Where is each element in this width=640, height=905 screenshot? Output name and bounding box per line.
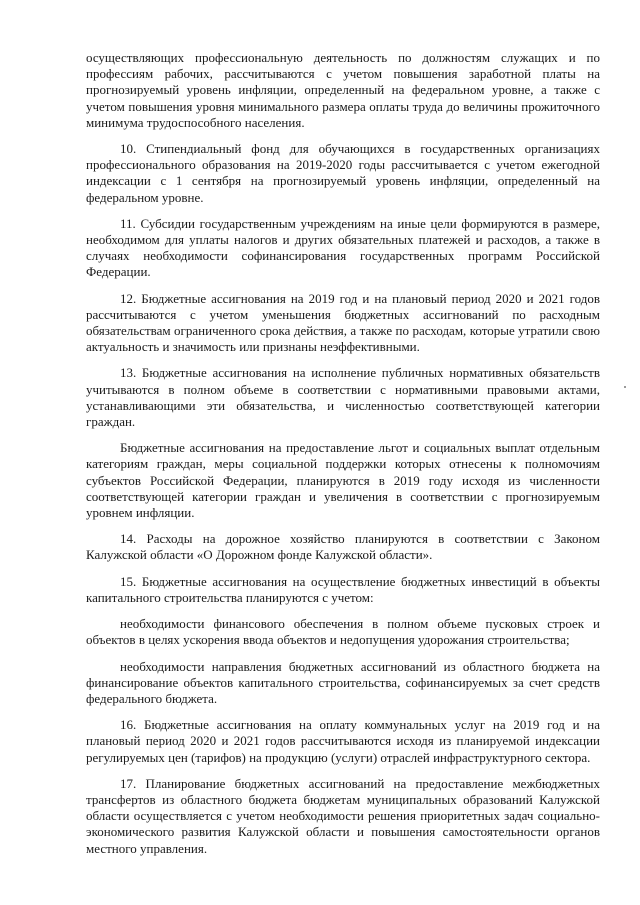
paragraph-16: 16. Бюджетные ассигнования на оплату коммунальных услуг на 2019 год и на плановый период 2020 и 2021 годов рассчитываются исходя из планируемой индексации регулируемых цен (тарифов) на продукцию (услуги) отраслей инфраструктурного сектора. [86, 717, 600, 765]
scan-speck [624, 386, 626, 388]
document-body [86, 50, 600, 867]
paragraph-12: 12. Бюджетные ассигнования на 2019 год и на плановый период 2020 и 2021 годов рассчитываются с учетом уменьшения бюджетных ассигнований по расходным обязательствам ограниченного срока действия, а также по расходам, которые утратили свою актуальность и значимость или признаны неэффективными. [86, 290, 600, 355]
paragraph-continuation: осуществляющих профессиональную деятельность по должностям служащих и по профессиям рабочих, рассчитываются с учетом повышения заработной платы на прогнозируемый уровень инфляции, определенный на федеральном уровне, а также с учетом повышения уровня минимального размера оплаты труда до величины прожиточного минимума трудоспособного населения. [86, 50, 600, 130]
paragraph-15: 15. Бюджетные ассигнования на осуществление бюджетных инвестиций в объекты капитального строительства планируются с учетом: [86, 573, 600, 605]
paragraph-13: 13. Бюджетные ассигнования на исполнение публичных нормативных обязательств учитываются в полном объеме в соответствии с нормативными правовыми актами, устанавливающими эти обязательства, и численностью соответствующей категории граждан. [86, 365, 600, 430]
paragraph-14: 14. Расходы на дорожное хозяйство планируются в соответствии с Законом Калужской области «О Дорожном фонде Калужской области». [86, 531, 600, 563]
paragraph-15-item-1: необходимости финансового обеспечения в полном объеме пусковых строек и объектов в целях ускорения ввода объектов и недопущения удорожания строительства; [86, 616, 600, 648]
paragraph-15-item-2: необходимости направления бюджетных ассигнований из областного бюджета на финансирование объектов капитального строительства, софинансируемых за счет средств федерального бюджета. [86, 658, 600, 706]
paragraph-17: 17. Планирование бюджетных ассигнований на предоставление межбюджетных трансфертов из областного бюджета бюджетам муниципальных образований Калужской области осуществляется с учетом необходимости решения приоритетных задач социально-экономического развития Калужской области и повышения самостоятельности органов местного управления. [86, 775, 600, 856]
paragraph-13-continued: Бюджетные ассигнования на предоставление льгот и социальных выплат отдельным категориям граждан, меры социальной поддержки которых отнесены к полномочиям субъектов Российской Федерации, планируются в 2019 году исходя из численности соответствующей категории граждан и увеличения в соответствии с прогнозируемым уровнем инфляции. [86, 440, 600, 521]
paragraph-10: 10. Стипендиальный фонд для обучающихся в государственных организациях профессионального образования на 2019-2020 годы рассчитывается с учетом ежегодной индексации с 1 сентября на прогнозируемый уровень инфляции, определенный на федеральном уровне. [86, 141, 600, 205]
paragraph-11: 11. Субсидии государственным учреждениям на иные цели формируются в размере, необходимом для уплаты налогов и других обязательных платежей и расходов, а также в случаях необходимости софинансирования государственных программ Российской Федерации. [86, 215, 600, 280]
